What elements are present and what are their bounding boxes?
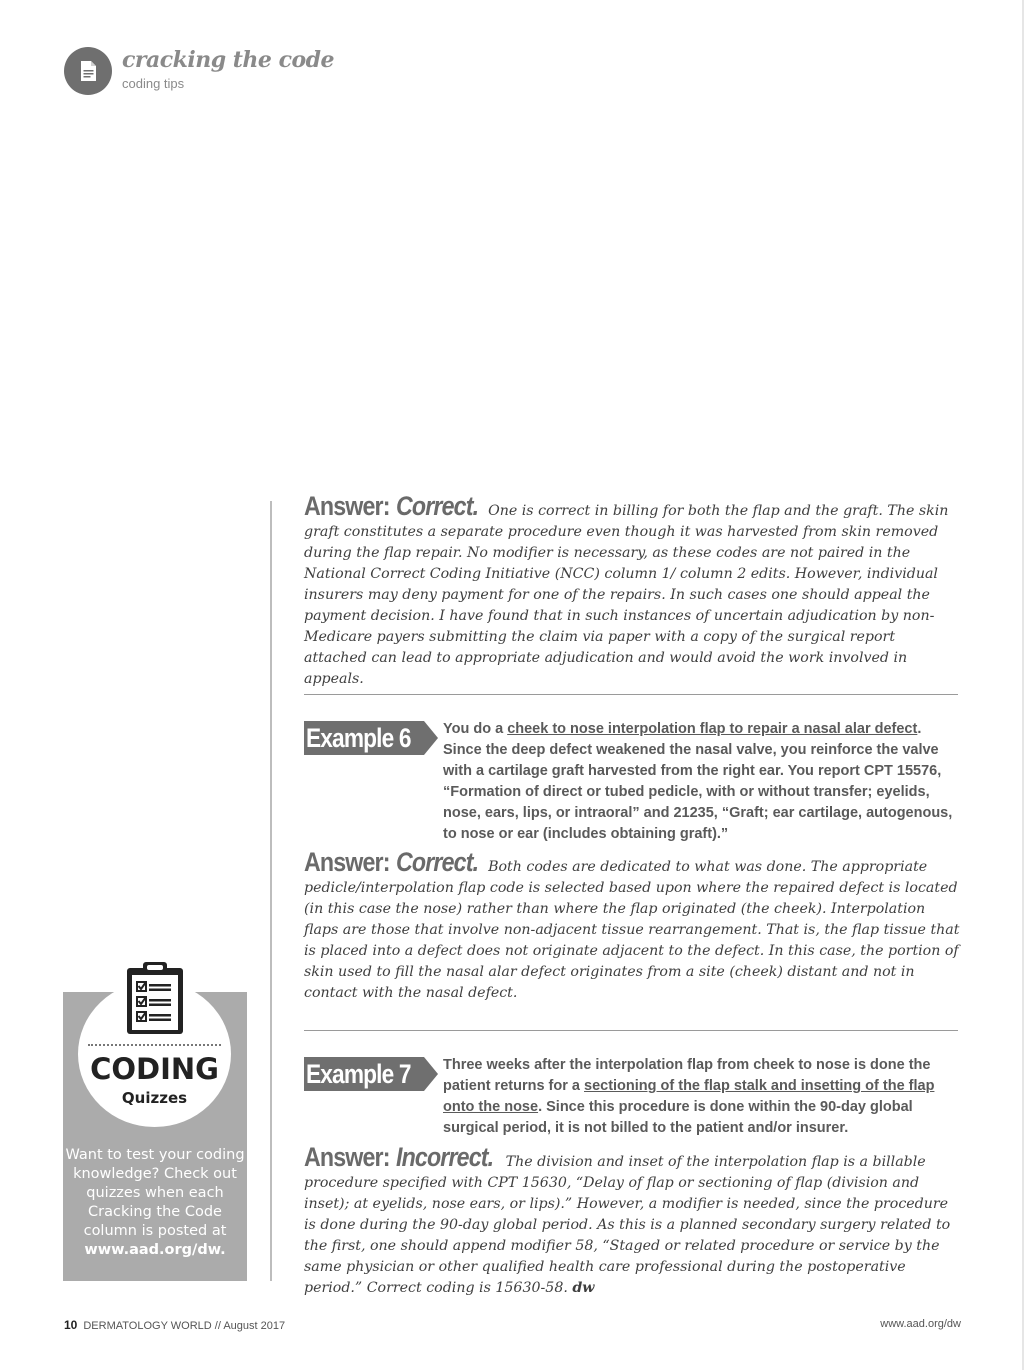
section-divider <box>304 694 958 695</box>
column-divider <box>270 501 272 1281</box>
answer-block-1 <box>304 491 960 690</box>
quiz-description <box>63 1146 247 1260</box>
clipboard-checklist-icon <box>125 960 185 1036</box>
publication-line: DERMATOLOGY WORLD // August 2017 <box>83 1320 286 1332</box>
page-number: 10 <box>64 1318 78 1332</box>
example-7-text <box>443 1055 959 1139</box>
answer-label: Answer: <box>304 1142 390 1172</box>
answer-text: One is correct in billing for both the flap and the graft. The skin graft constitutes a separate procedure even though it was harvested from skin removed during the flap repair. No modifier is necessary, as these codes are not paired in the National Correct Coding Initiative (NCC) column 1/ column 2 edits. However, individual insurers may deny payment for one of the repairs. In such cases one should appeal the payment decision. I have found that in such instances of uncertain adjudication by non-Medicare payers submitting the claim via paper with a copy of the surgical report attached can lead to appropriate adjudication and would avoid the work involved in appeals. <box>304 503 949 687</box>
section-subtitle: coding tips <box>122 76 185 91</box>
section-title: cracking the code <box>122 47 335 73</box>
answer-verdict: Correct. <box>396 491 479 521</box>
footer-url: www.aad.org/dw <box>880 1318 961 1330</box>
quiz-subtitle: Quizzes <box>121 1089 188 1107</box>
example-text-lead: Three weeks after the interpolation flap from cheek to nose is done the patient returns for a <box>443 1057 931 1094</box>
quiz-title: CODING <box>90 1052 219 1086</box>
answer-verdict: Incorrect. <box>396 1142 494 1172</box>
footer-folio <box>64 1318 285 1332</box>
example-label: Example 6 <box>306 723 411 753</box>
document-icon <box>76 59 100 83</box>
example-text-underlined: sectioning of the flap stalk and insetting of the flap onto the nose <box>443 1078 935 1115</box>
answer-block-3 <box>304 1142 960 1299</box>
answer-text: The division and inset of the interpolation flap is a billable procedure specified with CPT 15630, “Delay of flap or sectioning of flap (division and inset); at eyelids, nose ears, or lips).” However, a modifier is needed, since the procedure is done during the 90-day global period. As this is a planned secondary surgery related to the first, one should append modifier 58, “Staged or related procedure or service by the same physician or other qualified health care professional during the postoperative period.” Correct coding is 15630-58. <box>304 1154 951 1296</box>
section-divider <box>304 1030 958 1031</box>
example-text-underlined: cheek to nose interpolation flap to repair a nasal alar defect <box>507 721 918 737</box>
dotted-divider <box>88 1044 221 1046</box>
answer-label: Answer: <box>304 847 390 877</box>
answer-text: Both codes are dedicated to what was done. The appropriate pedicle/interpolation flap code is selected based upon where the repaired defect is located (in this case the nose) rather than where the flap originated (the cheek). Interpolation flaps are those that involve non-adjacent tissue rearrangement. That is, the flap tissue that is placed into a defect does not originate adjacent to the defect. In this case, the portion of skin used to fill the nasal alar defect originates from a site (cheek) distant and not in contact with the nasal defect. <box>304 859 960 1001</box>
header-badge <box>64 47 112 95</box>
example-text-rest: . Since this procedure is done within the 90-day global surgical period, it is not billed to the patient and/or insurer. <box>443 1099 913 1136</box>
example-label: Example 7 <box>306 1059 411 1089</box>
answer-verdict: Correct. <box>396 847 479 877</box>
quiz-link[interactable]: www.aad.org/dw. <box>84 1242 226 1258</box>
example-6-text <box>443 719 959 845</box>
example-text-rest: . Since the deep defect weakened the nasal valve, you reinforce the valve with a cartilage graft harvested from the right ear. You report CPT 15576, “Formation of direct or tubed pedicle, with or without transfer; eyelids, nose, ears, lips, or intraoral” and 21235, “Graft; ear cartilage, autogenous, to nose or ear (includes obtaining graft).” <box>443 721 953 842</box>
signoff: dw <box>572 1280 595 1296</box>
quiz-description-text: Want to test your coding knowledge? Check out quizzes when each Cracking the Code column is posted at <box>65 1147 245 1239</box>
answer-block-2 <box>304 847 960 1004</box>
answer-label: Answer: <box>304 491 390 521</box>
example-text-lead: You do a <box>443 721 508 737</box>
